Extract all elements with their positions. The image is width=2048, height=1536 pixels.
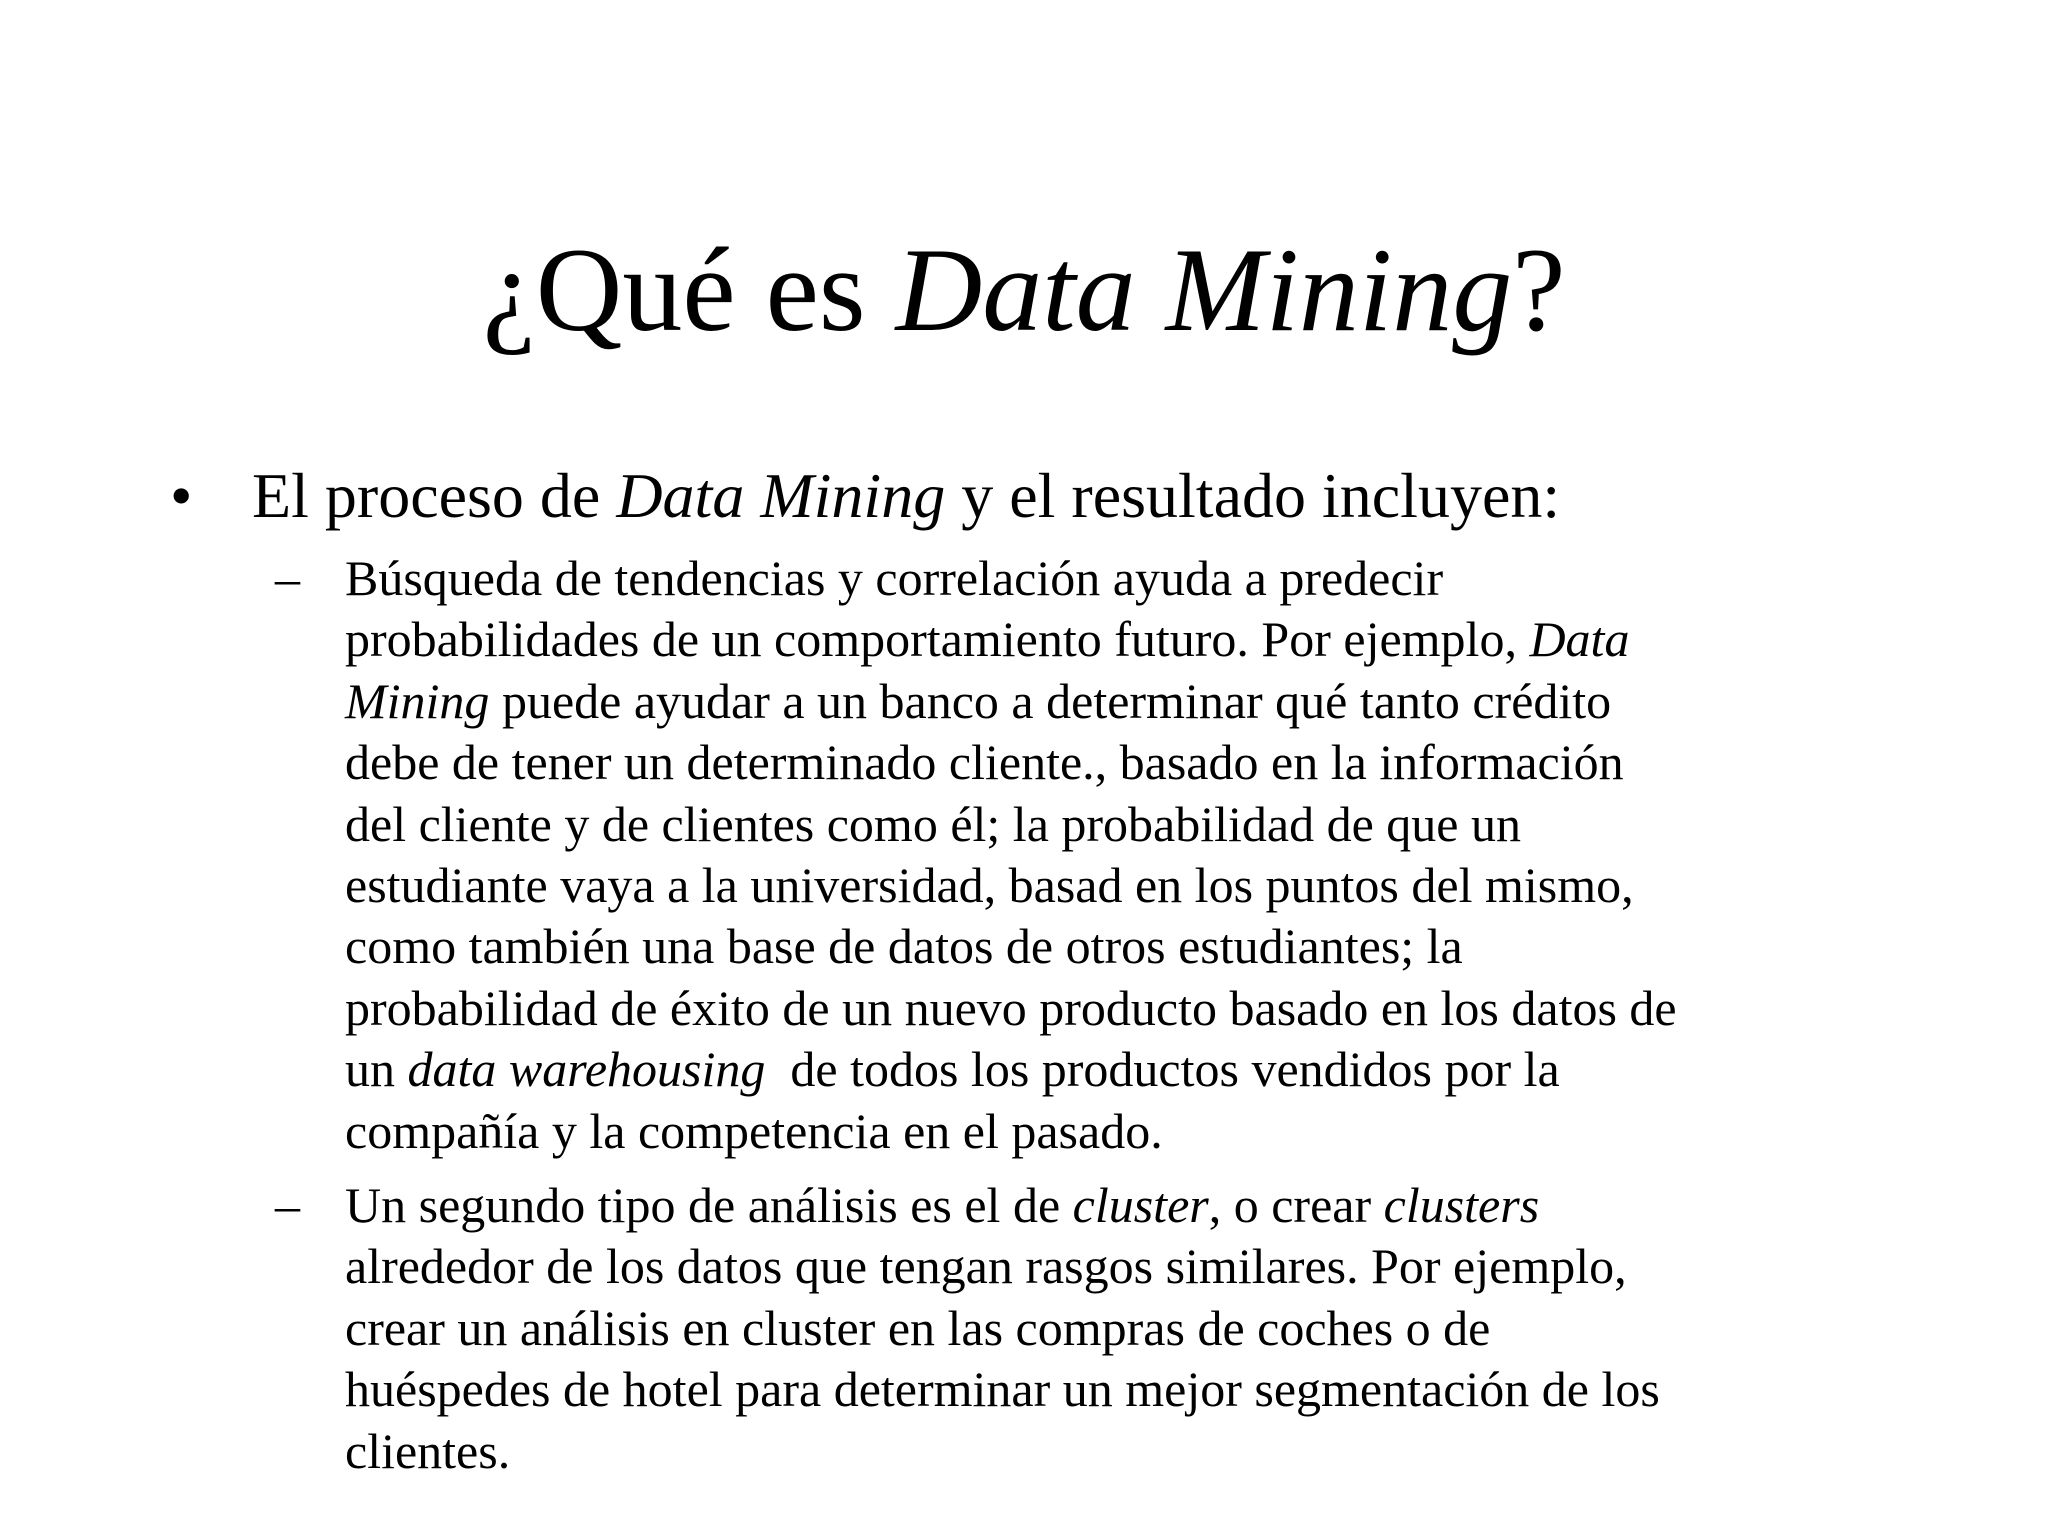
sub1-line-4: debe de tener un determinado cliente., basado en la información: [345, 734, 1624, 791]
sub2-line-1-italic-2: clusters: [1383, 1177, 1540, 1233]
main-bullet-after: y el resultado incluyen:: [945, 460, 1561, 531]
sub-bullet-marker: –: [275, 1177, 300, 1233]
sub1-line-9: [345, 1039, 1560, 1100]
sub1-line-1: Búsqueda de tendencias y correlación ayuda a predecir: [345, 550, 1444, 606]
sub2-line-1-text-b: , o crear: [1208, 1177, 1384, 1233]
sub-bullet-marker: –: [275, 550, 300, 606]
sub2-line-3: crear un análisis en cluster en las compras de coches o de: [345, 1299, 1491, 1356]
sub2-line-1: [345, 1175, 1539, 1236]
sub1-line-3-text: puede ayudar a un banco a determinar qué tanto crédito: [489, 672, 1612, 729]
title-prefix: ¿Qué es: [482, 223, 896, 356]
title-italic: Data Mining: [895, 223, 1513, 356]
sub1-line-3: [345, 671, 1611, 732]
sub1-line-9-text-b: de todos los productos vendidos por la: [765, 1041, 1560, 1098]
sub1-line-8: probabilidad de éxito de un nuevo producto basado en los datos de: [345, 979, 1677, 1036]
main-bullet-italic: Data Mining: [616, 460, 946, 531]
sub1-line-3-italic: Mining: [345, 672, 490, 729]
sub1-line-2-text: probabilidades de un comportamiento futuro. Por ejemplo,: [345, 611, 1530, 668]
sub1-line-9-italic: data warehousing: [407, 1041, 766, 1098]
main-bullet-before: El proceso de: [252, 460, 617, 531]
sub1-line-10: compañía y la competencia en el pasado.: [345, 1102, 1163, 1159]
sub1-line-9-text-a: un: [345, 1041, 408, 1098]
slide-title: [0, 220, 2048, 360]
sub2-line-1-text-a: Un segundo tipo de análisis es el de: [345, 1177, 1073, 1233]
sub2-line-1-italic-1: cluster: [1072, 1177, 1209, 1233]
sub1-line-6: estudiante vaya a la universidad, basad en los puntos del mismo,: [345, 857, 1634, 913]
sub2-line-2: alrededor de los datos que tengan rasgos similares. Por ejemplo,: [345, 1238, 1627, 1295]
title-suffix: ?: [1512, 223, 1566, 356]
main-bullet-text: [252, 458, 1560, 534]
bullet-marker: •: [170, 460, 193, 531]
sub1-line-5: del cliente y de clientes como él; la probabilidad de que un: [345, 795, 1521, 852]
sub1-line-7: como también una base de datos de otros estudiantes; la: [345, 918, 1463, 975]
sub1-line-2-italic: Data: [1529, 611, 1630, 668]
sub2-line-4: huéspedes de hotel para determinar un mejor segmentación de los: [345, 1361, 1660, 1418]
sub2-line-5: clientes.: [345, 1422, 511, 1479]
sub1-line-2: [345, 609, 1629, 670]
